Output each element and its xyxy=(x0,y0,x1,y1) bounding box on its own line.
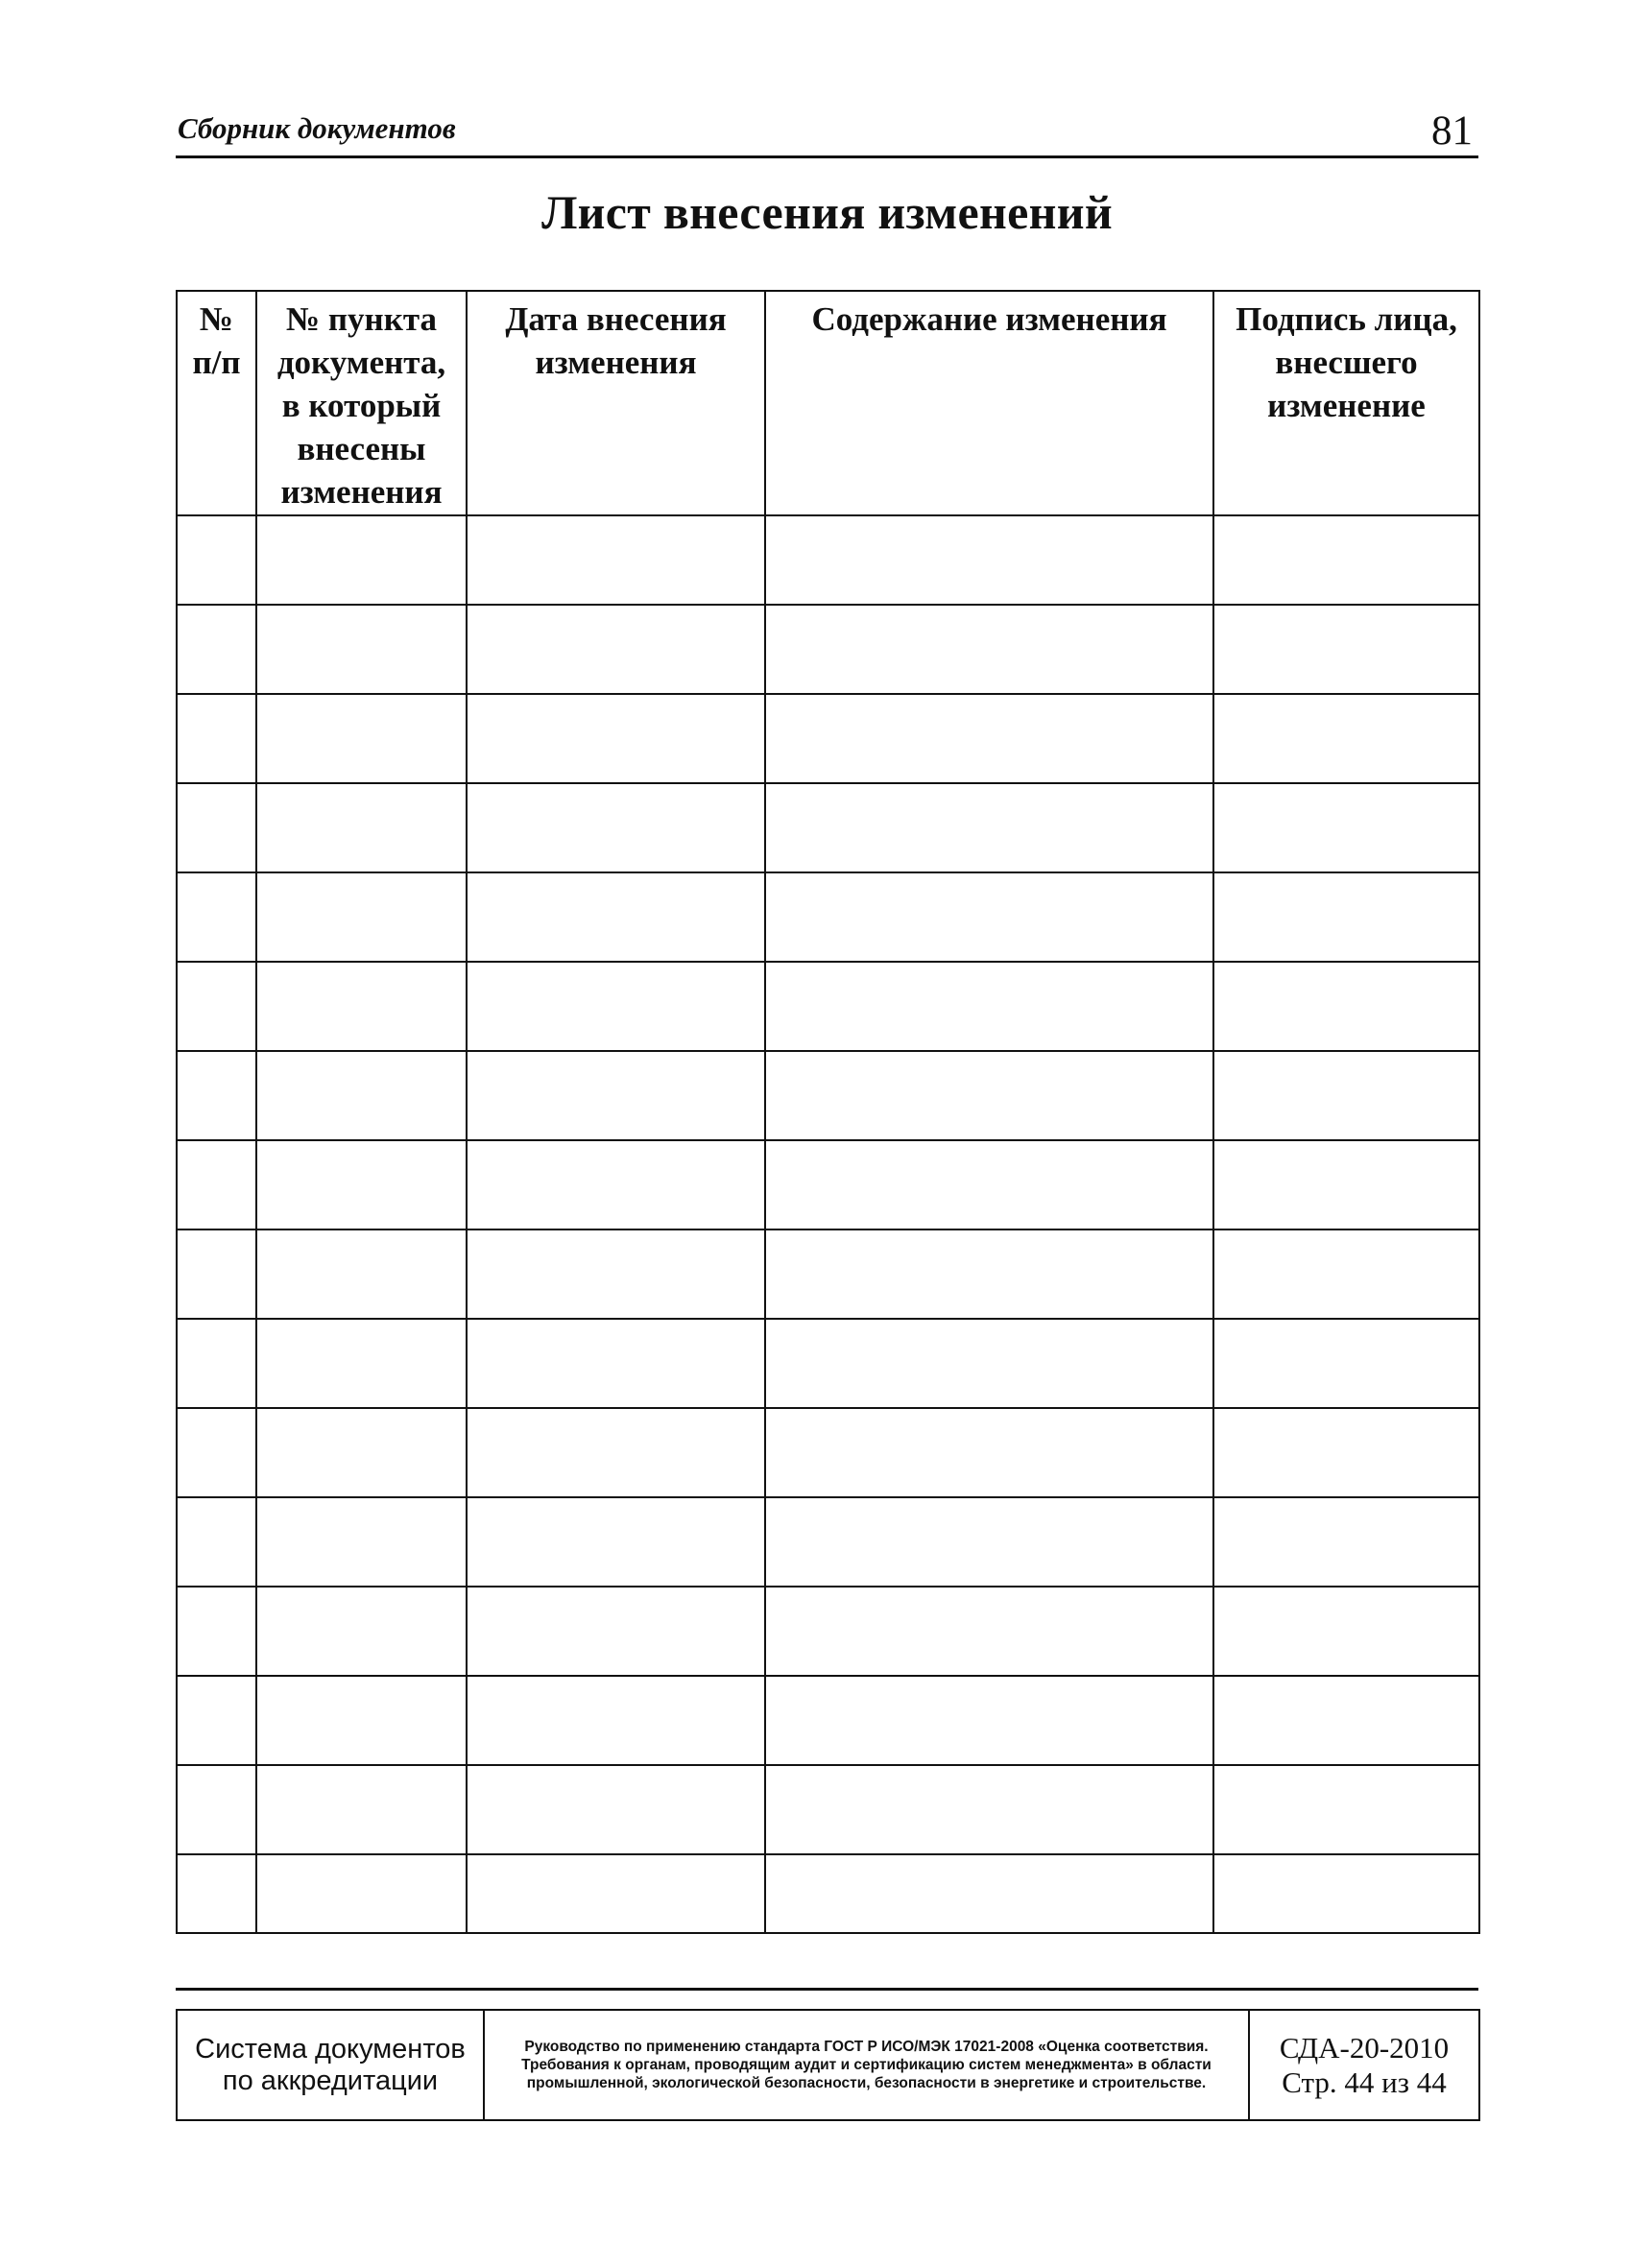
stamp-code xyxy=(1249,2010,1479,2120)
table-row xyxy=(177,1497,1479,1587)
table-cell-date[interactable] xyxy=(467,1051,765,1140)
column-header-content: Содержание изменения xyxy=(765,291,1213,515)
table-cell-content[interactable] xyxy=(765,605,1213,694)
sheet-title: Лист внесения изменений xyxy=(541,185,1113,239)
table-cell-date[interactable] xyxy=(467,1854,765,1933)
table-body xyxy=(177,515,1479,1933)
table-cell-number[interactable] xyxy=(177,1140,256,1229)
page-number: 81 xyxy=(1431,108,1473,154)
table-cell-clause[interactable] xyxy=(256,605,467,694)
stamp-page-count: Стр. 44 из 44 xyxy=(1282,2065,1447,2099)
table-cell-number[interactable] xyxy=(177,1497,256,1587)
collection-title: Сборник документов xyxy=(178,111,456,145)
table-cell-signature[interactable] xyxy=(1213,1229,1479,1319)
table-row xyxy=(177,1408,1479,1497)
column-header-date: Дата внесения изменения xyxy=(467,291,765,515)
table-cell-signature[interactable] xyxy=(1213,605,1479,694)
table-cell-date[interactable] xyxy=(467,1229,765,1319)
table-cell-number[interactable] xyxy=(177,1854,256,1933)
table-cell-content[interactable] xyxy=(765,1587,1213,1676)
table-cell-date[interactable] xyxy=(467,1765,765,1854)
stamp-system-name xyxy=(177,2010,484,2120)
table-row xyxy=(177,962,1479,1051)
table-cell-clause[interactable] xyxy=(256,1140,467,1229)
table-cell-date[interactable] xyxy=(467,1676,765,1765)
table-cell-signature[interactable] xyxy=(1213,1319,1479,1408)
table-cell-content[interactable] xyxy=(765,1854,1213,1933)
table-cell-clause[interactable] xyxy=(256,1676,467,1765)
table-cell-clause[interactable] xyxy=(256,694,467,783)
table-row xyxy=(177,694,1479,783)
table-cell-clause[interactable] xyxy=(256,1051,467,1140)
stamp-description xyxy=(484,2010,1249,2120)
table-cell-date[interactable] xyxy=(467,872,765,962)
table-row xyxy=(177,872,1479,962)
table-row xyxy=(177,515,1479,605)
table-cell-number[interactable] xyxy=(177,1408,256,1497)
table-cell-content[interactable] xyxy=(765,1765,1213,1854)
table-cell-content[interactable] xyxy=(765,872,1213,962)
table-cell-content[interactable] xyxy=(765,515,1213,605)
table-cell-signature[interactable] xyxy=(1213,694,1479,783)
table-cell-number[interactable] xyxy=(177,1051,256,1140)
table-cell-number[interactable] xyxy=(177,872,256,962)
running-header xyxy=(176,107,1478,158)
table-cell-date[interactable] xyxy=(467,1497,765,1587)
table-cell-clause[interactable] xyxy=(256,962,467,1051)
table-cell-clause[interactable] xyxy=(256,1229,467,1319)
table-cell-clause[interactable] xyxy=(256,1854,467,1933)
stamp-doc-code: СДА-20-2010 xyxy=(1279,2030,1450,2065)
table-cell-date[interactable] xyxy=(467,1319,765,1408)
table-row xyxy=(177,783,1479,872)
table-cell-date[interactable] xyxy=(467,1408,765,1497)
table-cell-clause[interactable] xyxy=(256,1319,467,1408)
table-cell-signature[interactable] xyxy=(1213,1408,1479,1497)
table-cell-date[interactable] xyxy=(467,783,765,872)
table-cell-number[interactable] xyxy=(177,694,256,783)
table-cell-content[interactable] xyxy=(765,1676,1213,1765)
table-cell-signature[interactable] xyxy=(1213,962,1479,1051)
table-cell-number[interactable] xyxy=(177,1587,256,1676)
table-cell-date[interactable] xyxy=(467,515,765,605)
table-cell-clause[interactable] xyxy=(256,1497,467,1587)
table-cell-clause[interactable] xyxy=(256,1587,467,1676)
table-cell-content[interactable] xyxy=(765,1229,1213,1319)
table-cell-clause[interactable] xyxy=(256,1765,467,1854)
table-cell-number[interactable] xyxy=(177,1676,256,1765)
table-row xyxy=(177,1319,1479,1408)
column-header-clause: № пункта документа, в который внесены изменения xyxy=(256,291,467,515)
column-header-signature: Подпись лица, внесшего изменение xyxy=(1213,291,1479,515)
table-cell-content[interactable] xyxy=(765,783,1213,872)
table-cell-date[interactable] xyxy=(467,605,765,694)
table-cell-date[interactable] xyxy=(467,1140,765,1229)
table-row xyxy=(177,605,1479,694)
stamp-system-text: Система документов по аккредитации xyxy=(195,2033,466,2096)
table-cell-clause[interactable] xyxy=(256,515,467,605)
table-cell-date[interactable] xyxy=(467,962,765,1051)
table-cell-number[interactable] xyxy=(177,515,256,605)
table-row xyxy=(177,1676,1479,1765)
document-page xyxy=(176,0,1478,2268)
table-cell-number[interactable] xyxy=(177,605,256,694)
table-cell-signature[interactable] xyxy=(1213,783,1479,872)
table-cell-content[interactable] xyxy=(765,1497,1213,1587)
table-cell-date[interactable] xyxy=(467,1587,765,1676)
table-cell-signature[interactable] xyxy=(1213,1051,1479,1140)
table-row xyxy=(177,1051,1479,1140)
table-cell-clause[interactable] xyxy=(256,783,467,872)
table-cell-signature[interactable] xyxy=(1213,1676,1479,1765)
table-cell-signature[interactable] xyxy=(1213,1140,1479,1229)
column-header-number: № п/п xyxy=(177,291,256,515)
table-cell-date[interactable] xyxy=(467,694,765,783)
stamp-description-text: Руководство по применению стандарта ГОСТ Р ИСО/МЭК 17021-2008 «Оценка соответствия. Требования к органам, проводящим аудит и сертификацию систем менеджмента» в области промышленной, экологической безопасности, безопасности в энергетике и строительстве. xyxy=(521,2039,1212,2091)
table-cell-content[interactable] xyxy=(765,1140,1213,1229)
table-cell-clause[interactable] xyxy=(256,1408,467,1497)
document-stamp xyxy=(176,2009,1480,2121)
table-cell-content[interactable] xyxy=(765,1408,1213,1497)
table-cell-number[interactable] xyxy=(177,1229,256,1319)
table-cell-signature[interactable] xyxy=(1213,872,1479,962)
table-cell-number[interactable] xyxy=(177,962,256,1051)
table-cell-number[interactable] xyxy=(177,783,256,872)
table-cell-number[interactable] xyxy=(177,1765,256,1854)
table-cell-content[interactable] xyxy=(765,1319,1213,1408)
table-cell-signature[interactable] xyxy=(1213,1854,1479,1933)
table-cell-signature[interactable] xyxy=(1213,1765,1479,1854)
table-row xyxy=(177,1140,1479,1229)
table-row xyxy=(177,1765,1479,1854)
table-cell-content[interactable] xyxy=(765,1051,1213,1140)
table-cell-number[interactable] xyxy=(177,1319,256,1408)
table-row xyxy=(177,1229,1479,1319)
table-cell-clause[interactable] xyxy=(256,872,467,962)
table-cell-content[interactable] xyxy=(765,694,1213,783)
footer-divider xyxy=(176,1988,1478,1991)
table-cell-content[interactable] xyxy=(765,962,1213,1051)
table-header-row xyxy=(177,291,1479,515)
table-row xyxy=(177,1854,1479,1933)
table-cell-signature[interactable] xyxy=(1213,1587,1479,1676)
changes-table xyxy=(176,290,1480,1934)
table-cell-signature[interactable] xyxy=(1213,515,1479,605)
table-row xyxy=(177,1587,1479,1676)
table-cell-signature[interactable] xyxy=(1213,1497,1479,1587)
